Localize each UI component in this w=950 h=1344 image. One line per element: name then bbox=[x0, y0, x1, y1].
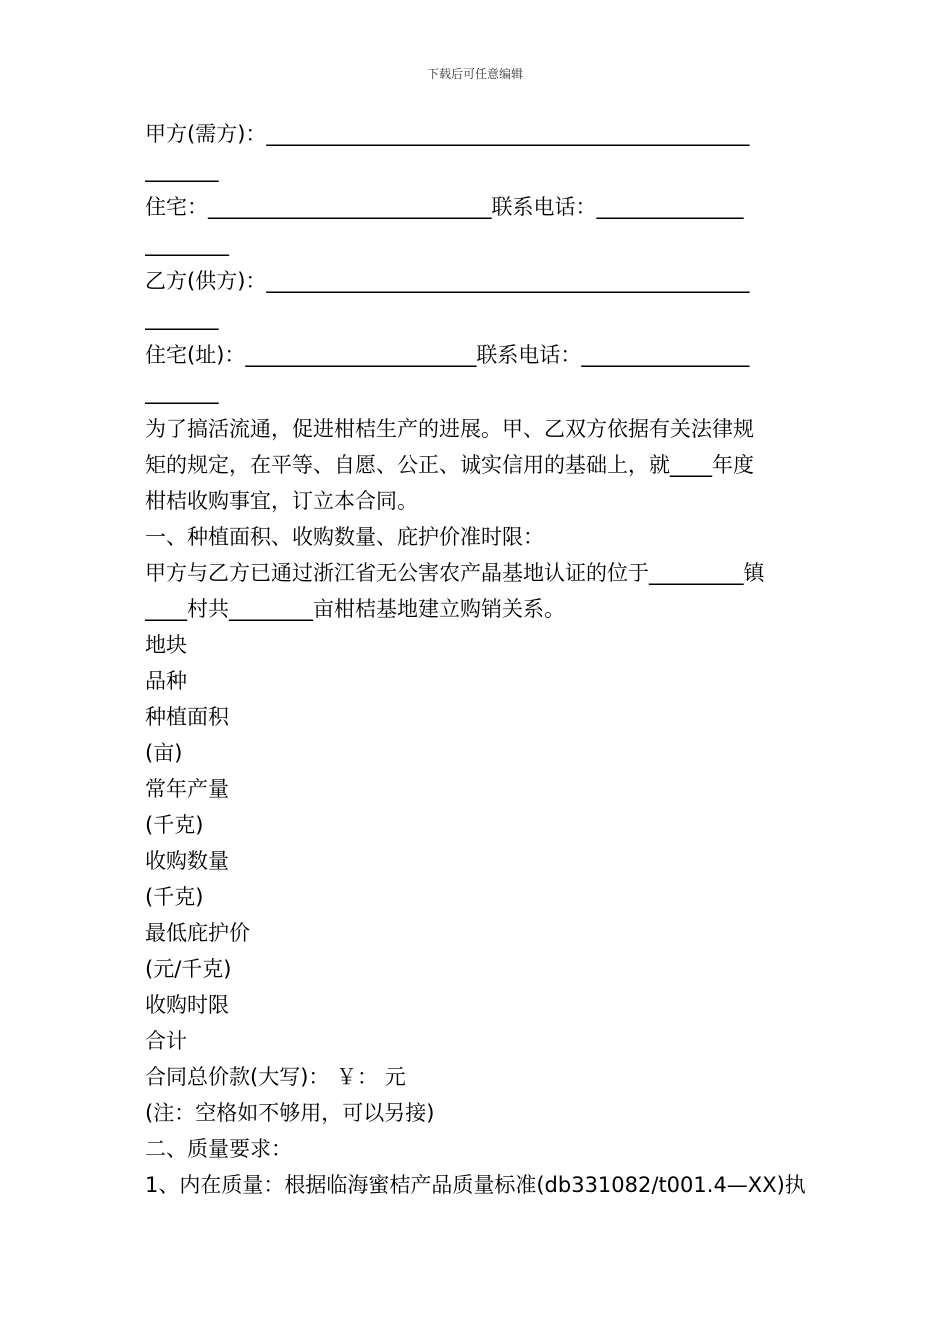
table-label-price-unit: (元/千克) bbox=[145, 957, 232, 981]
quality-item-1: 1、内在质量：根据临海蜜桔产品质量标准(db331082/t001.4—XX)执 bbox=[145, 1173, 806, 1197]
table-label-plot: 地块 bbox=[145, 633, 187, 657]
table-label-purchase-quantity: 收购数量 bbox=[145, 849, 229, 873]
table-label-area-unit: (亩) bbox=[145, 741, 183, 765]
intro-paragraph-line-2: 矩的规定，在平等、自愿、公正、诚实信用的基础上，就____年度 bbox=[145, 453, 754, 477]
table-label-quantity-unit: (千克) bbox=[145, 885, 204, 909]
residence-b-line-tail: _______ bbox=[145, 380, 219, 404]
party-a-line: 甲方(需方)：______________________________________________ bbox=[145, 122, 750, 146]
residence-a-line-tail: ________ bbox=[145, 232, 229, 256]
section-1-heading: 一、种植面积、收购数量、庇护价准时限： bbox=[145, 525, 544, 549]
table-label-yield-unit: (千克) bbox=[145, 813, 204, 837]
table-note: (注：空格如不够用，可以另接) bbox=[145, 1101, 435, 1125]
party-b-line-tail: _______ bbox=[145, 306, 219, 330]
table-label-purchase-period: 收购时限 bbox=[145, 993, 229, 1017]
section-2-heading: 二、质量要求： bbox=[145, 1137, 292, 1161]
contract-document bbox=[145, 116, 807, 1203]
table-label-variety: 品种 bbox=[145, 669, 187, 693]
table-label-planting-area: 种植面积 bbox=[145, 705, 229, 729]
residence-a-line: 住宅：___________________________联系电话：______________ bbox=[145, 195, 744, 219]
party-a-line-tail: _______ bbox=[145, 158, 219, 182]
table-label-total: 合计 bbox=[145, 1029, 187, 1053]
table-label-annual-yield: 常年产量 bbox=[145, 777, 229, 801]
base-paragraph-line-2: ____村共________亩柑桔基地建立购销关系。 bbox=[145, 597, 565, 621]
page-header-note: 下载后可任意编辑 bbox=[426, 67, 523, 81]
table-label-minimum-price: 最低庇护价 bbox=[145, 921, 250, 945]
base-paragraph-line-1: 甲方与乙方已通过浙江省无公害农产晶基地认证的位于_________镇 bbox=[145, 561, 765, 585]
intro-paragraph-line-3: 柑桔收购事宜，订立本合同。 bbox=[145, 489, 418, 513]
intro-paragraph-line-1: 为了搞活流通，促进柑桔生产的进展。甲、乙双方依据有关法律规 bbox=[145, 417, 754, 441]
contract-total-price: 合同总价款(大写)： ￥： 元 bbox=[145, 1065, 406, 1089]
residence-b-line: 住宅(址)：______________________联系电话：________________ bbox=[145, 343, 750, 367]
party-b-line: 乙方(供方)：______________________________________________ bbox=[145, 269, 750, 293]
